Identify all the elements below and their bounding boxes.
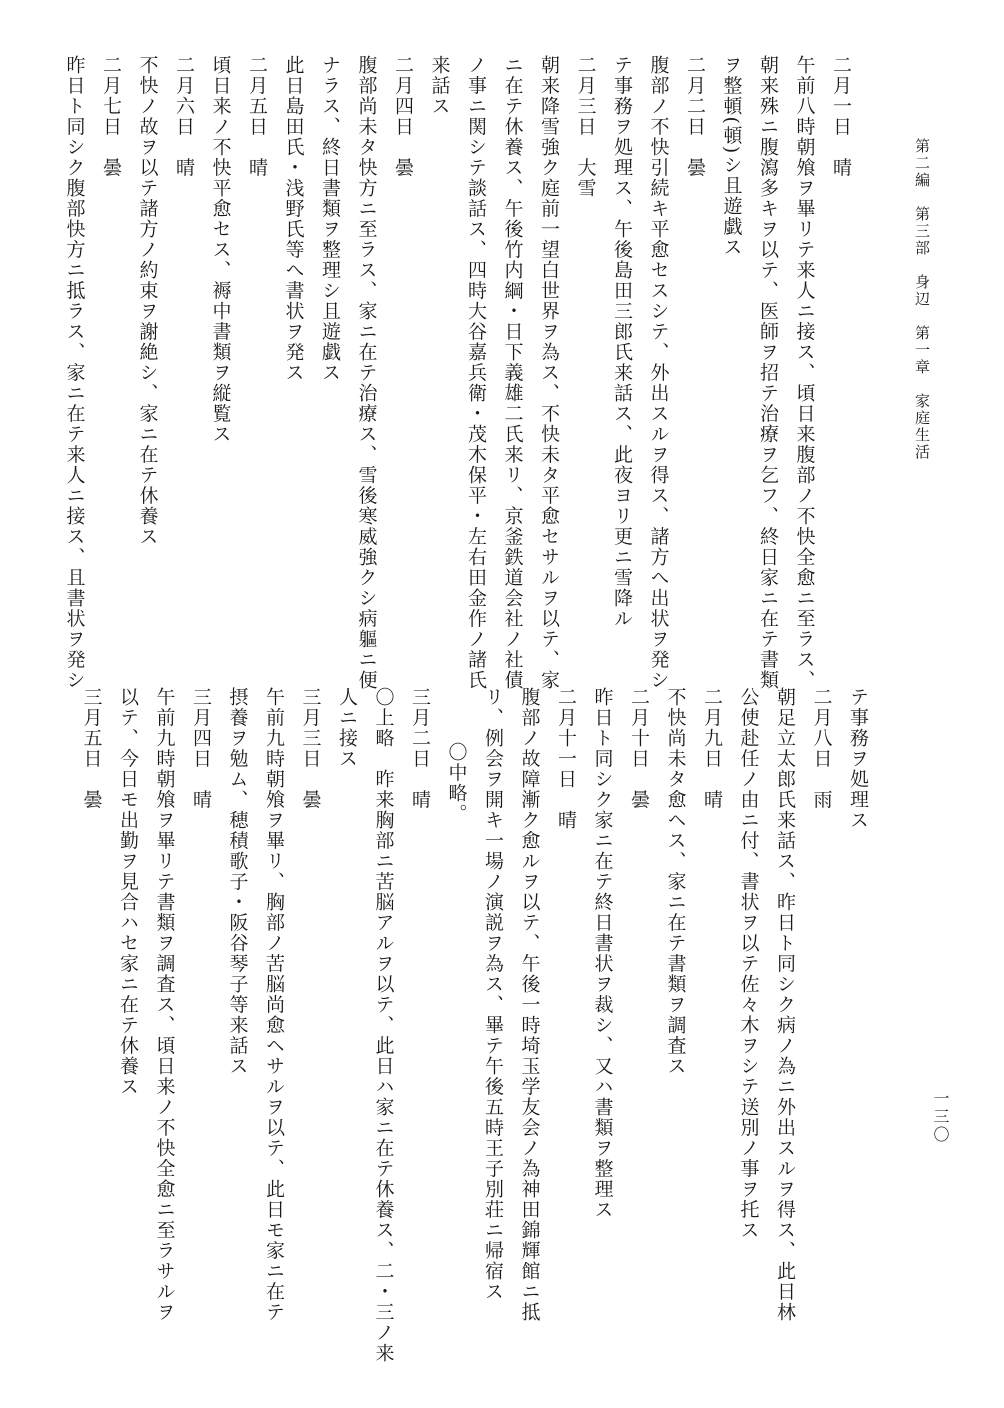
text-line: 頃日来ノ不快平愈セス、褥中書類ヲ縦覧ス — [209, 55, 232, 445]
text-line: 二月七日 曇 — [100, 55, 122, 178]
text-line: 人ニ接ス — [336, 687, 358, 769]
text-line: 二月八日 雨 — [810, 687, 833, 810]
text-line: 昨日ト同シク腹部快方ニ抵ラス、家ニ在テ来人ニ接ス、且書状ヲ発シ — [63, 55, 86, 691]
diary-block-lower — [73, 687, 876, 1364]
text-line: 以テ、今日モ出勤ヲ見合ハセ家ニ在テ休養ス — [117, 687, 139, 1097]
text-line: 三月三日 曇 — [299, 687, 322, 810]
diary-block-upper — [56, 55, 859, 691]
text-line: ノ事ニ関シテ談話ス、四時大谷嘉兵衛・茂木保平・左右田金作ノ諸氏 — [465, 55, 487, 691]
text-line: 二月五日 晴 — [246, 55, 268, 178]
text-line: 二月十日 曇 — [628, 687, 650, 810]
text-line: ニ在テ休養ス、午後竹内綱・日下義雄二氏来リ、京釜鉄道会社ノ社債 — [501, 55, 524, 691]
page-number: 一三〇 — [931, 1090, 950, 1144]
text-line: 二月三日 大雪 — [574, 55, 597, 199]
text-line: リ、例会ヲ開キ一場ノ演説ヲ為ス、畢テ午後五時王子別荘ニ帰宿ス — [482, 687, 504, 1302]
text-line: 腹部ノ不快引続キ平愈セスシテ、外出スルヲ得ス、諸方へ出状ヲ発シ — [647, 55, 670, 691]
text-line: 二月六日 晴 — [173, 55, 195, 178]
text-line: 二月二日 曇 — [684, 55, 706, 178]
text-line: 此日島田氏・浅野氏等へ書状ヲ発ス — [282, 55, 305, 383]
text-line: 不快尚未タ愈ヘス、家ニ在テ書類ヲ調査ス — [664, 687, 687, 1077]
text-line: 朝足立太郎氏来話ス、昨日ト同シク病ノ為ニ外出スルヲ得ス、此日林 — [774, 687, 796, 1323]
text-line: テ事務ヲ処理ス — [847, 687, 869, 831]
text-line: 二月十一日 晴 — [555, 687, 577, 831]
text-line: 〇上略 昨来胸部ニ苦脳アルヲ以テ、此日ハ家ニ在テ休養ス、二・三ノ来 — [372, 687, 395, 1364]
text-line: 公使赴任ノ由ニ付、書状ヲ以テ佐々木ヲシテ送別ノ事ヲ托ス — [737, 687, 760, 1241]
text-line: 来話ス — [428, 55, 451, 117]
text-line: 二月九日 晴 — [701, 687, 723, 810]
text-line: 二月四日 曇 — [392, 55, 414, 178]
text-line: 二月一日 晴 — [830, 55, 852, 178]
text-line: 朝来降雪強ク庭前一望白世界ヲ為ス、不快未タ平愈セサルヲ以テ、家 — [538, 55, 560, 691]
text-line: 三月五日 曇 — [80, 687, 103, 810]
text-line: 午前八時朝飧ヲ畢リテ来人ニ接ス、頃日来腹部ノ不快全愈ニ至ラス、 — [793, 55, 816, 691]
text-line: 昨日ト同シク家ニ在テ終日書状ヲ裁シ、又ハ書類ヲ整理ス — [591, 687, 614, 1220]
text-line: 腹部ノ故障漸ク愈ルヲ以テ、午後一時埼玉学友会ノ為神田錦輝館ニ抵 — [518, 687, 541, 1323]
text-line: 三月四日 晴 — [190, 687, 212, 810]
text-line: 不快ノ故ヲ以テ諸方ノ約束ヲ謝絶シ、家ニ在テ休養ス — [136, 55, 159, 547]
text-line: 朝来殊ニ腹瀉多キヲ以テ、医師ヲ招テ治療ヲ乞フ、終日家ニ在テ書類 — [757, 55, 779, 691]
text-line: 三月二日 晴 — [409, 687, 431, 810]
text-line: テ事務ヲ処理ス、午後島田三郎氏来話ス、此夜ヨリ更ニ雪降ル — [611, 55, 633, 629]
text-line: 摂養ヲ勉ム、穂積歌子・阪谷琴子等来話ス — [226, 687, 249, 1077]
running-header: 第二編 第三部 身辺 第一章 家庭生活 — [913, 138, 931, 461]
text-line: 午前九時朝飧ヲ畢リテ書類ヲ調査ス、頃日来ノ不快全愈ニ至ラサルヲ — [153, 687, 176, 1323]
text-line: ヲ整頓(頓)シ且遊戯ス — [720, 55, 743, 258]
text-line: ナラス、終日書類ヲ整理シ且遊戯ス — [319, 55, 341, 383]
text-line: 午前九時朝飧ヲ畢リ、胸部ノ苦脳尚愈ヘサルヲ以テ、此日モ家ニ在テ — [263, 687, 285, 1323]
text-line: 〇中略。 — [445, 742, 468, 824]
text-line: 腹部尚未タ快方ニ至ラス、家ニ在テ治療ス、雪後寒威強クシ病軀ニ便 — [355, 55, 378, 691]
